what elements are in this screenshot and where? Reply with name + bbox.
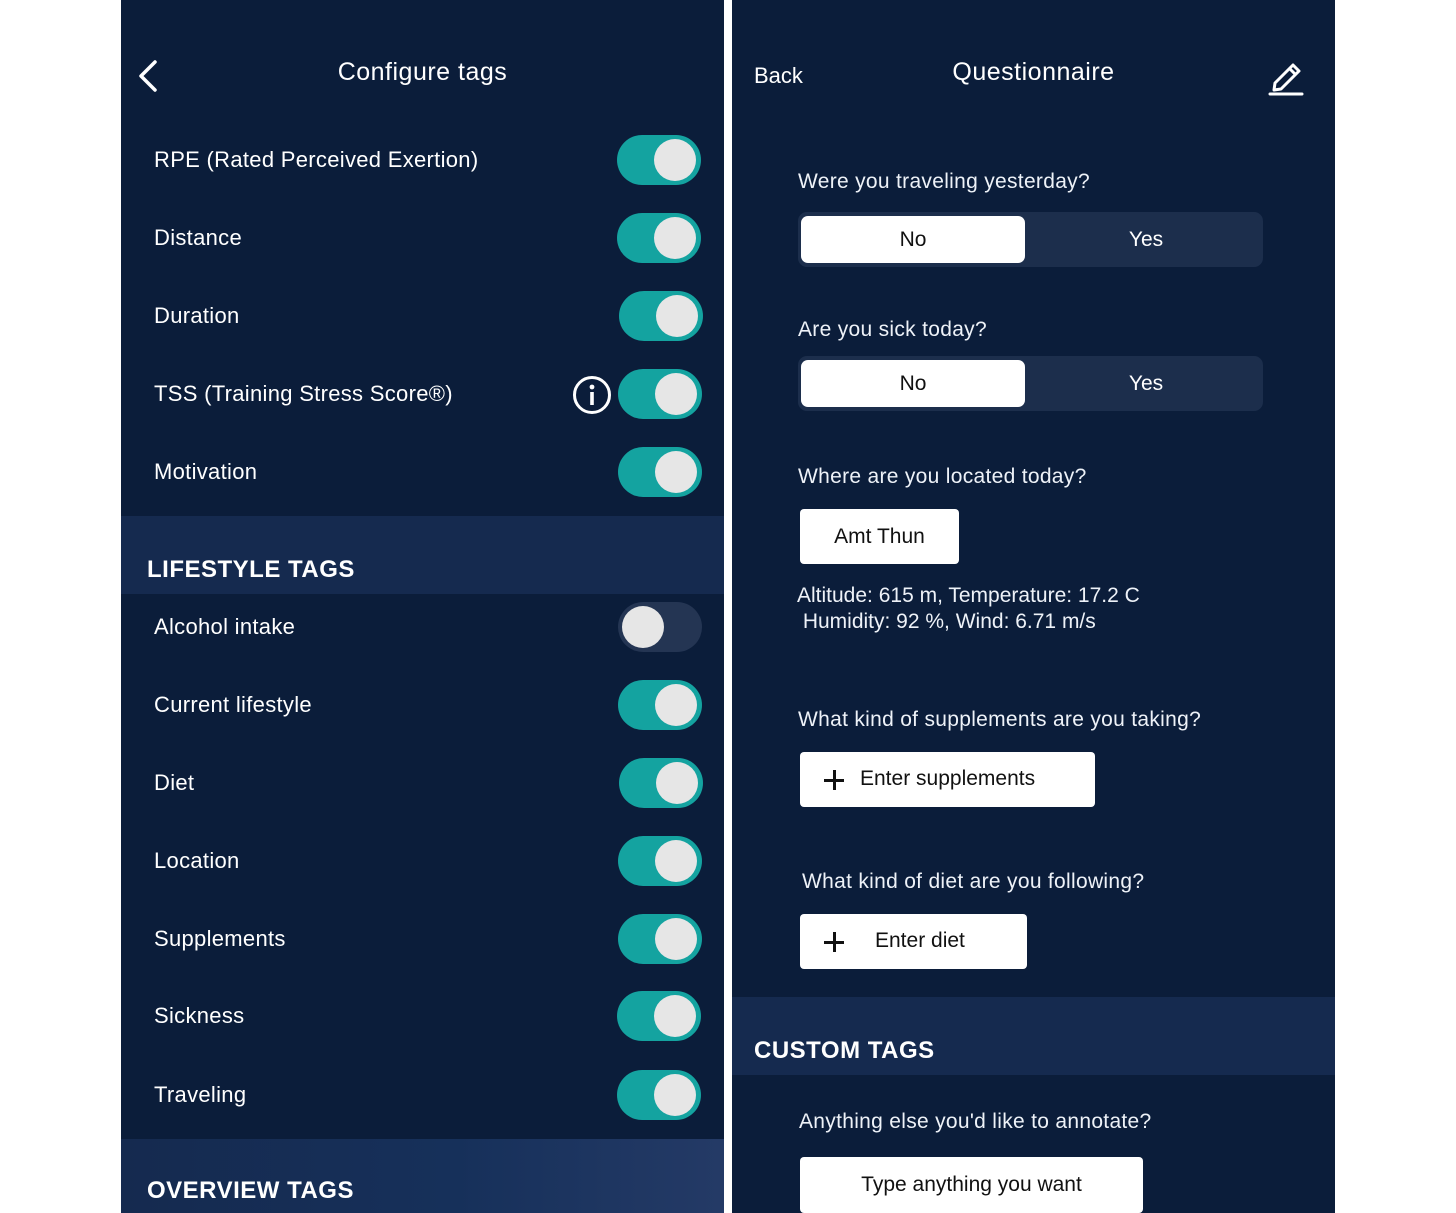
toggle-knob <box>655 840 697 882</box>
toggle-label: Alcohol intake <box>154 614 296 639</box>
toggle-row-traveling <box>121 1056 724 1134</box>
toggle-label: Current lifestyle <box>154 692 312 717</box>
rpe-toggle[interactable] <box>617 135 701 185</box>
toggle-label: Location <box>154 848 240 873</box>
motivation-toggle[interactable] <box>618 447 702 497</box>
toggle-label: Diet <box>154 770 195 795</box>
toggle-knob <box>655 684 697 726</box>
traveling-toggle[interactable] <box>617 1070 701 1120</box>
annotate-input[interactable]: Type anything you want <box>800 1157 1143 1213</box>
sick-no-option[interactable]: No <box>801 360 1025 407</box>
traveling-yes-option[interactable]: Yes <box>1128 228 1164 251</box>
toggle-knob <box>622 606 664 648</box>
plus-icon <box>824 770 844 790</box>
weather-line: Humidity: 92 %, Wind: 6.71 m/s <box>797 610 1096 633</box>
location-toggle[interactable] <box>618 836 702 886</box>
toggle-row-supplements <box>121 900 724 978</box>
lifestyle-tags-header <box>121 516 724 594</box>
back-button[interactable]: Back <box>754 63 803 88</box>
question-location: Where are you located today? <box>798 465 1087 488</box>
toggle-label: Distance <box>154 225 242 250</box>
toggle-label: Motivation <box>154 459 258 484</box>
button-label: Enter supplements <box>860 767 1036 790</box>
question-traveling: Were you traveling yesterday? <box>798 170 1090 193</box>
alcohol-intake-toggle[interactable] <box>618 602 702 652</box>
toggle-label: Traveling <box>154 1082 247 1107</box>
toggle-knob <box>655 918 697 960</box>
toggle-row-current-lifestyle <box>121 666 724 744</box>
toggle-row-motivation <box>121 433 724 511</box>
page-title: Questionnaire <box>952 58 1115 86</box>
section-title: CUSTOM TAGS <box>754 1037 935 1064</box>
toggle-knob <box>654 139 696 181</box>
location-button[interactable]: Amt Thun <box>800 509 959 564</box>
toggle-row-tss <box>121 355 724 433</box>
toggle-row-alcohol-intake <box>121 588 724 666</box>
toggle-knob <box>654 1074 696 1116</box>
toggle-row-diet <box>121 744 724 822</box>
custom-tags-header <box>732 997 1335 1075</box>
duration-toggle[interactable] <box>619 291 703 341</box>
plus-icon <box>824 932 844 952</box>
weather-info <box>797 583 1140 635</box>
traveling-no-option[interactable]: No <box>801 216 1025 263</box>
toggle-row-duration <box>121 277 724 355</box>
supplements-toggle[interactable] <box>618 914 702 964</box>
weather-line: Altitude: 615 m, Temperature: 17.2 C <box>797 584 1140 607</box>
toggle-row-sickness <box>121 977 724 1055</box>
traveling-segmented-control <box>798 212 1263 267</box>
toggle-label: RPE (Rated Perceived Exertion) <box>154 147 479 172</box>
sick-segmented-control <box>798 356 1263 411</box>
toggle-label: Sickness <box>154 1003 245 1028</box>
diet-toggle[interactable] <box>619 758 703 808</box>
button-label: Enter diet <box>875 929 965 952</box>
toggle-knob <box>656 295 698 337</box>
configure-tags-screen <box>121 0 724 1213</box>
sick-yes-option[interactable]: Yes <box>1128 372 1164 395</box>
questionnaire-screen <box>732 0 1335 1213</box>
toggle-knob <box>654 217 696 259</box>
toggle-knob <box>655 451 697 493</box>
toggle-row-location <box>121 822 724 900</box>
toggle-knob <box>654 995 696 1037</box>
enter-diet-button[interactable] <box>800 914 1027 969</box>
toggle-row-distance <box>121 199 724 277</box>
enter-supplements-button[interactable] <box>800 752 1095 807</box>
toggle-knob <box>655 373 697 415</box>
toggle-row-rpe <box>121 121 724 199</box>
info-icon[interactable] <box>572 375 612 415</box>
page-title: Configure tags <box>337 58 508 86</box>
distance-toggle[interactable] <box>617 213 701 263</box>
question-annotate: Anything else you'd like to annotate? <box>799 1110 1152 1133</box>
toggle-label: TSS (Training Stress Score®) <box>154 381 453 406</box>
toggle-knob <box>656 762 698 804</box>
tss-toggle[interactable] <box>618 369 702 419</box>
current-lifestyle-toggle[interactable] <box>618 680 702 730</box>
toggle-label: Supplements <box>154 926 286 951</box>
question-diet: What kind of diet are you following? <box>802 870 1145 893</box>
sickness-toggle[interactable] <box>617 991 701 1041</box>
section-title: LIFESTYLE TAGS <box>147 556 355 583</box>
question-supplements: What kind of supplements are you taking? <box>798 708 1202 731</box>
toggle-label: Duration <box>154 303 240 328</box>
section-title: OVERVIEW TAGS <box>147 1177 354 1204</box>
question-sick: Are you sick today? <box>798 318 987 341</box>
overview-tags-header <box>121 1139 724 1213</box>
pencil-edit-icon[interactable] <box>1266 56 1306 98</box>
